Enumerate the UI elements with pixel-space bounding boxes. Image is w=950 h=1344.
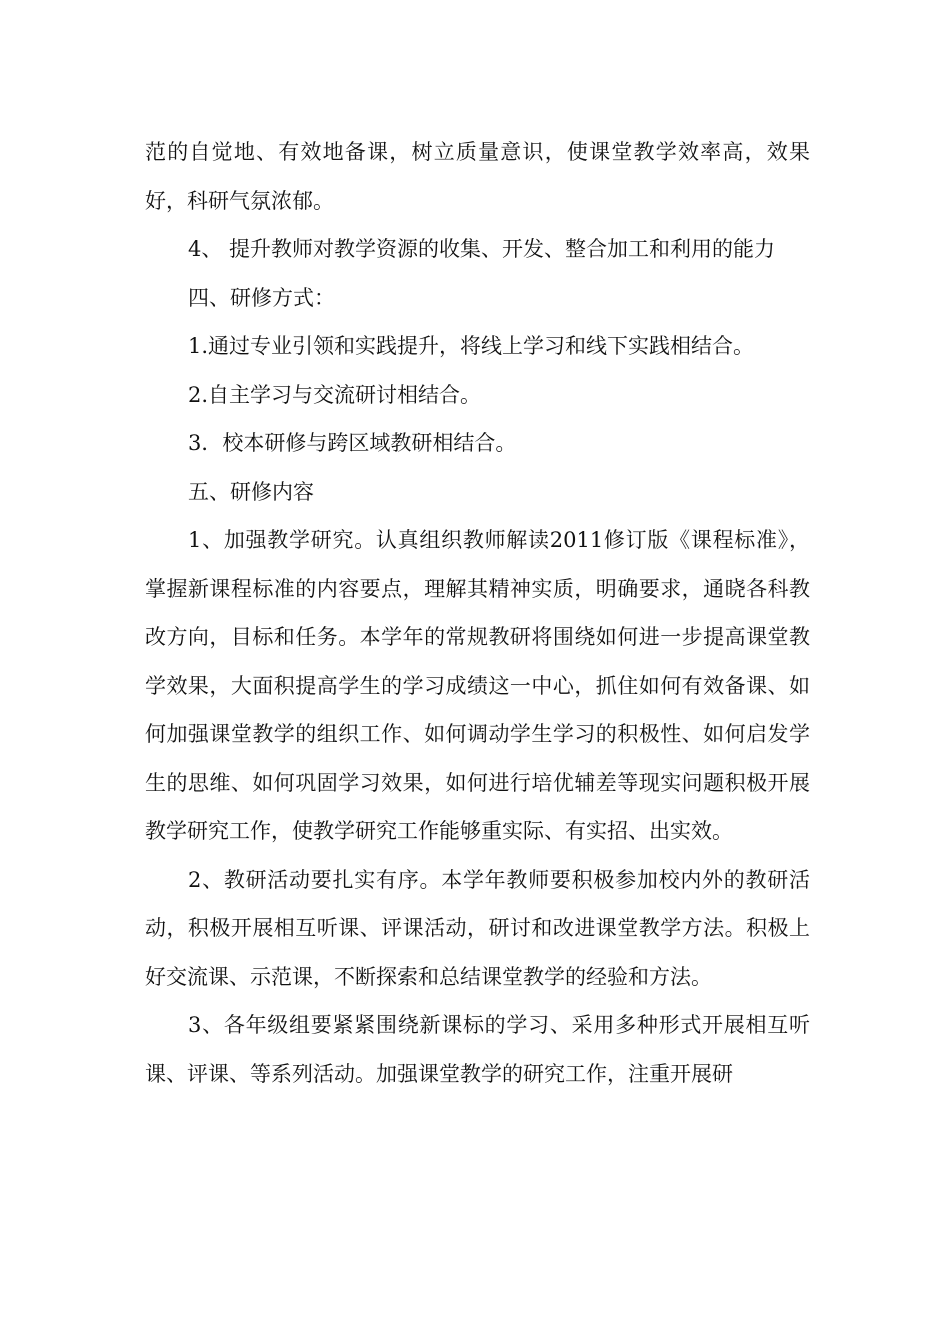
section-heading-content: 五、研修内容: [188, 479, 314, 504]
paragraph-continuation: 范的自觉地、有效地备课，树立质量意识，使课堂教学效率高，效果好，科研气氛浓郁。: [145, 140, 810, 213]
method-item-2: 2.自主学习与交流研讨相结合。: [188, 382, 482, 407]
content-item-1: 1、加强教学研究。认真组织教师解读2011修订版《课程标准》，掌握新课程标准的内容要点，理解其精神实质，明确要求，通晓各科教改方向，目标和任务。本学年的常规教研将围绕如何进一步提高课堂教学效果，大面积提高学生的学习成绩这一中心，抓住如何有效备课、如何加强课堂教学的组织工作、如何调动学生学习的积极性、如何启发学生的思维、如何巩固学习效果，如何进行培优辅差等现实问题积极开展教学研究工作，使教学研究工作能够重实际、有实招、出实效。: [145, 528, 810, 843]
paragraph-item-4: 4、 提升教师对教学资源的收集、开发、整合加工和利用的能力: [188, 237, 776, 261]
method-item-3: 3．校本研修与跨区域教研相结合。: [188, 431, 517, 455]
content-item-2: 2、教研活动要扎实有序。本学年教师要积极参加校内外的教研活动，积极开展相互听课、评课活动，研讨和改进课堂教学方法。积极上好交流课、示范课，不断探索和总结课堂教学的经验和方法。: [145, 867, 810, 989]
document-body: [145, 128, 810, 1098]
section-heading-methods: 四、研修方式：: [188, 285, 335, 310]
content-item-3: 3、各年级组要紧紧围绕新课标的学习、采用多种形式开展相互听课、评课、等系列活动。加强课堂教学的研究工作，注重开展研: [145, 1013, 810, 1086]
method-item-1: 1.通过专业引领和实践提升，将线上学习和线下实践相结合。: [188, 334, 755, 358]
